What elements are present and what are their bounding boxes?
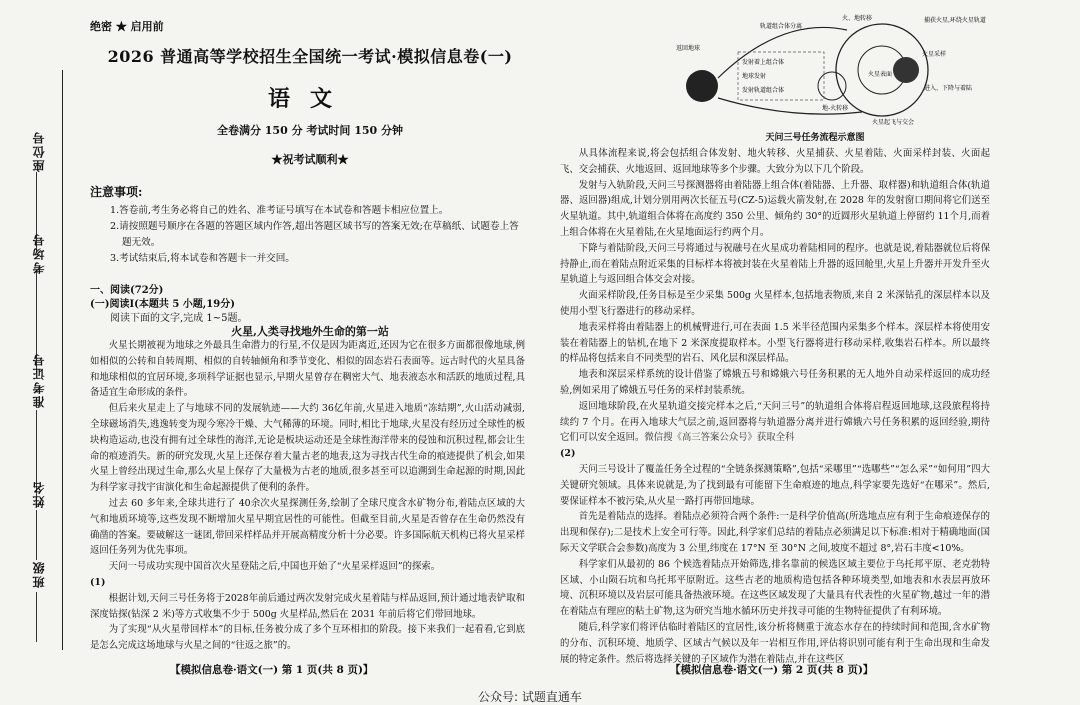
paragraph (560, 399, 990, 446)
passage-title: 火星,人类寻找地外生命的第一站 (231, 325, 389, 338)
paragraph: 火面采样阶段,任务目标是至少采集 500g 火星样本,包括地表物质,来自 2 米深钻孔的深层样本以及使用小型飞行器进行的移动采样。 (560, 290, 990, 317)
binding-rule (62, 70, 63, 650)
binding-margin (0, 0, 84, 705)
secret-label: 绝密 ★ 启用前 (90, 20, 164, 33)
subject-title: 语文 (267, 86, 352, 112)
label-return-earth: 返回地球 (676, 45, 701, 52)
paragraph: 科学家们从最初的 86 个候选着陆点开始筛选,排名靠前的候选区域主要位于乌托邦平原、老克勃特区域、小山陨石坑和乌托邦平原附近。这些古老的地质构造包括各种环境类型,如地表和水表层再放环境、沉积环境以及岩层可能具备热液环境。在这些区域发现了大量具有代表性的火星矿物,越过一年的潜在着陆点有理应的粘土矿物,这为研究当地水循环历史并找寻可能的生物特征提供了有利环境。 (560, 558, 990, 618)
section-reading: 一、阅读(72分) (90, 285, 164, 296)
label-launch-lander: 发射着上组合体 (742, 59, 785, 66)
mars-icon (893, 57, 919, 83)
transfer-path-out (718, 27, 847, 78)
notice-item: 1.答卷前,考生务必将自己的姓名、准考证号填写在本试卷和答题卡相应位置上。 (110, 205, 449, 216)
label-fire-stage: 火、地转移 (842, 15, 873, 22)
watermark: 公众号: 试题直通车 (478, 690, 582, 704)
earth-icon (686, 70, 718, 102)
label-capture: 捕获火星,环绕火星轨道 (924, 17, 986, 24)
paragraph-text: 返回地球阶段,在火星轨道交接完样本之后,“天问三号”的轨道组合体将启程返回地球,这段旅程将持续约 7 个月。在再入地球大气层之前,返回器将与轨道器分离并进行嫦娥六号任务积累的返回经验,期待它们可以安全返回。 (560, 400, 990, 444)
label-launch-earth: 地球发射 (742, 73, 767, 80)
class-line[interactable] (36, 592, 37, 642)
mission-flow-diagram (672, 8, 992, 130)
wechat-inline-note[interactable]: 微信搜《高三答案公众号》获取全科 (644, 432, 795, 444)
notice-heading: 注意事项: (90, 185, 143, 199)
paragraph: 发射与入轨阶段,天问三号探测器将由着陆器上组合体(着陆器、上升器、取样器)和轨道组合体(轨道器、返回器)组成,计划分别用两次长征五号(CZ-5)运载火箭发射,在 2028 年的发射窗口期间将它们送至火星轨道。其中,轨道组合体将在高度约 350 公里、倾角约 30°的近圆形火星轨道上停留约 11个月,而着上组合体将在火星着陆,在火星地面运行约两个月。 (560, 179, 990, 238)
paragraph: 根据计划,天问三号任务将于2028年前后通过两次发射完成火星着陆与样品返回,预计通过地表铲取和深度钻探(钻深 2 米)等方式收集不少于 500g 火星样品,然后在 2031 年前后将它们带回地球。 (90, 592, 525, 620)
field-room-number: 考场号 (32, 232, 46, 274)
diagram-caption: 天问三号任务流程示意图 (765, 133, 865, 143)
label-earth-orbit: 地-火转移 (822, 105, 849, 112)
paragraph: 过去 60 多年来,全球共进行了 40余次火星探测任务,绘制了全球尺度含水矿物分布,着陆点区域的大气和地质环境等,这些发现不断增加火星早期宜居性的可能性。但截至目前,火星是否曾存在生命仍然没有确凿的答案。要破解这一谜团,带回采样样品并开展高精度分析十分必要。许多国际航天机构已将火星采样返回任务列为优先事项。 (90, 497, 525, 557)
section-number-1: (1) (90, 576, 106, 588)
earth-orbit-ring (818, 72, 846, 100)
paragraph: 为了实现“从火星带回样本”的目标,任务被分成了多个互环相扣的阶段。接下来我们一起看看,它到底是怎么完成这场地球与火星之间的“往返之旅”的。 (90, 624, 525, 652)
paragraph: 随后,科学家们将评估临时着陆区的宜居性,该分析将侧重于流态水存在的持续时间和范围,含水矿物的分布、沉积环境、地质学、区域古气候以及年一岩相互作用,评估将识别可能有利于生命出现和生命发展的特定条件。然后将选择关键的子区域作为潜在着陆点,并在这些区 (560, 621, 990, 665)
passage-left (90, 338, 525, 654)
notice-list (110, 203, 525, 267)
label-orbit-combo: 轨道组合体分离 (760, 23, 803, 30)
paragraph: 从具体流程来说,将会包括组合体发射、地火转移、火星捕获、火星着陆、火面采样封装、火面起飞、交会捕获、火地返回、返回地球等多个步骤。大致分为以下几个阶段。 (560, 148, 990, 175)
paragraph: 下降与着陆阶段,天问三号将通过与祝融号在火星成功着陆相同的程序。也就是说,着陆器就位后将保持静止,而在着陆点附近采集的目标样本将被封装在火星着陆上升器的返回舱里,火星上升器并开发升至火星轨道上与返回组合体交会对接。 (560, 242, 990, 286)
label-ascent: 火星起飞与交会 (872, 119, 915, 126)
name-line[interactable] (36, 510, 37, 560)
label-docking: 进入、下降与着陆 (924, 85, 973, 92)
exam-title: 2026 普通高等学校招生全国统一考试·模拟信息卷(一) (107, 47, 513, 66)
paragraph: 地表和深层采样系统的设计借鉴了嫦娥五号和嫦娥六号任务积累的无人地外自动采样返回的成功经验,例如采用了嫦娥五号任务的采样封装系统。 (560, 369, 990, 396)
section-part1: (一)阅读Ⅰ(本题共 5 小题,19分) (90, 299, 235, 310)
notice-item: 2.请按照题号顺序在各题的答题区域内作答,超出答题区域书写的答案无效;在草稿纸、试题卷上答题无效。 (110, 221, 519, 248)
field-ticket-number: 准考证号 (32, 352, 46, 408)
label-mars: 火星表面 (868, 71, 893, 78)
footer-page-2: 【模拟信息卷·语文(一) 第 2 页(共 8 页)】 (670, 664, 874, 676)
field-class: 班级 (32, 560, 46, 588)
paragraph: 首先是着陆点的选择。着陆点必须符合两个条件:一是科学价值高(所选地点应有利于生命痕迹保存的出现和保存);二是技术上安全可行等。因此,科学家们总结的着陆点必须满足以下标准:相对于精确地面(国际天文学联合会参数)高度为 3 公里,纬度在 17°N 至 30°N 之间,坡度不超过 8°,岩石丰度<10%。 (560, 511, 990, 554)
paragraph: 地表采样将由着陆器上的机械臂进行,可在表面 1.5 米半径范围内采集多个样本。深层样本将使用安装在着陆器上的钻机,在地下 2 米深度提取样本。小型飞行器将进行移动采样,收集岩石样本。所以最终的样品将包括来自不同类型的岩石、风化层和深层样品。 (560, 321, 990, 365)
exam-meta: 全卷满分 150 分 考试时间 150 分钟 (216, 124, 404, 137)
section-instruction: 阅读下面的文字,完成 1~5题。 (110, 313, 248, 324)
footer-page-1: 【模拟信息卷·语文(一) 第 1 页(共 8 页)】 (170, 664, 374, 676)
field-name: 姓名 (32, 480, 46, 508)
paragraph: 火星长期被视为地球之外最具生命潜力的行星,不仅是因为距离近,还因为它在很多方面都很像地球,例如相似的公转和自转周期、相似的自转轴倾角和季节变化、相似的固态岩石表面等。远古时代的火星具备和地球相似的宜居环境,多项科学证据也显示,早期火星曾存在稠密大气、地表液态水和活跃的地质过程,具备适宜生命形成的条件。 (90, 340, 525, 399)
field-seat-number: 座位号 (32, 130, 46, 172)
paragraph: 天问三号设计了覆盖任务全过程的“全链条探测策略”,包括“采哪里”“选哪些”“怎么采”“如何用”四大关键研究领域。具体来说就是,为了找到最有可能留下生命痕迹的地点,科学家要先选好“在哪采”。然后,要保证样本不被污染,从火星一路打再带回地球。 (560, 463, 990, 507)
section-number-2: (2) (560, 448, 576, 460)
label-sampling: 火星采样 (922, 51, 947, 58)
passage-right (560, 146, 990, 667)
label-launch-orbiter: 发射轨道组合体 (742, 87, 785, 94)
notice-item: 3.考试结束后,将本试卷和答题卡一并交回。 (110, 253, 295, 264)
paragraph: 天问一号成功实现中国首次火星登陆之后,中国也开始了“火星采样返回”的探索。 (108, 561, 441, 573)
paragraph: 但后来火星走上了与地球不同的发展轨迹——大约 36亿年前,火星进入地质“冻结期”,火山活动减弱,全球磁场消失,逃逸转变为现今寒冷干燥、大气稀薄的环境。同时,相比于地球,火星没有经历过全球性的板块构造运动,也没有拥有过全球性的海洋,无论是板块运动还是全球性海洋带来的侵蚀和沉积过程,都会让生命的痕迹消失。新的研究发现,火星上还保存着大量古老的地表,这为寻找古代生命的痕迹提供了机会,如果火星上曾经出现过生命,那么火星上保存了大量极为古老的地质,很多甚至可以追溯到生命起源的时期,因此为科学家寻找宇宙演化和生命起源提供了便利的条件。 (90, 403, 525, 494)
exam-wish: ★祝考试顺利★ (271, 153, 349, 166)
